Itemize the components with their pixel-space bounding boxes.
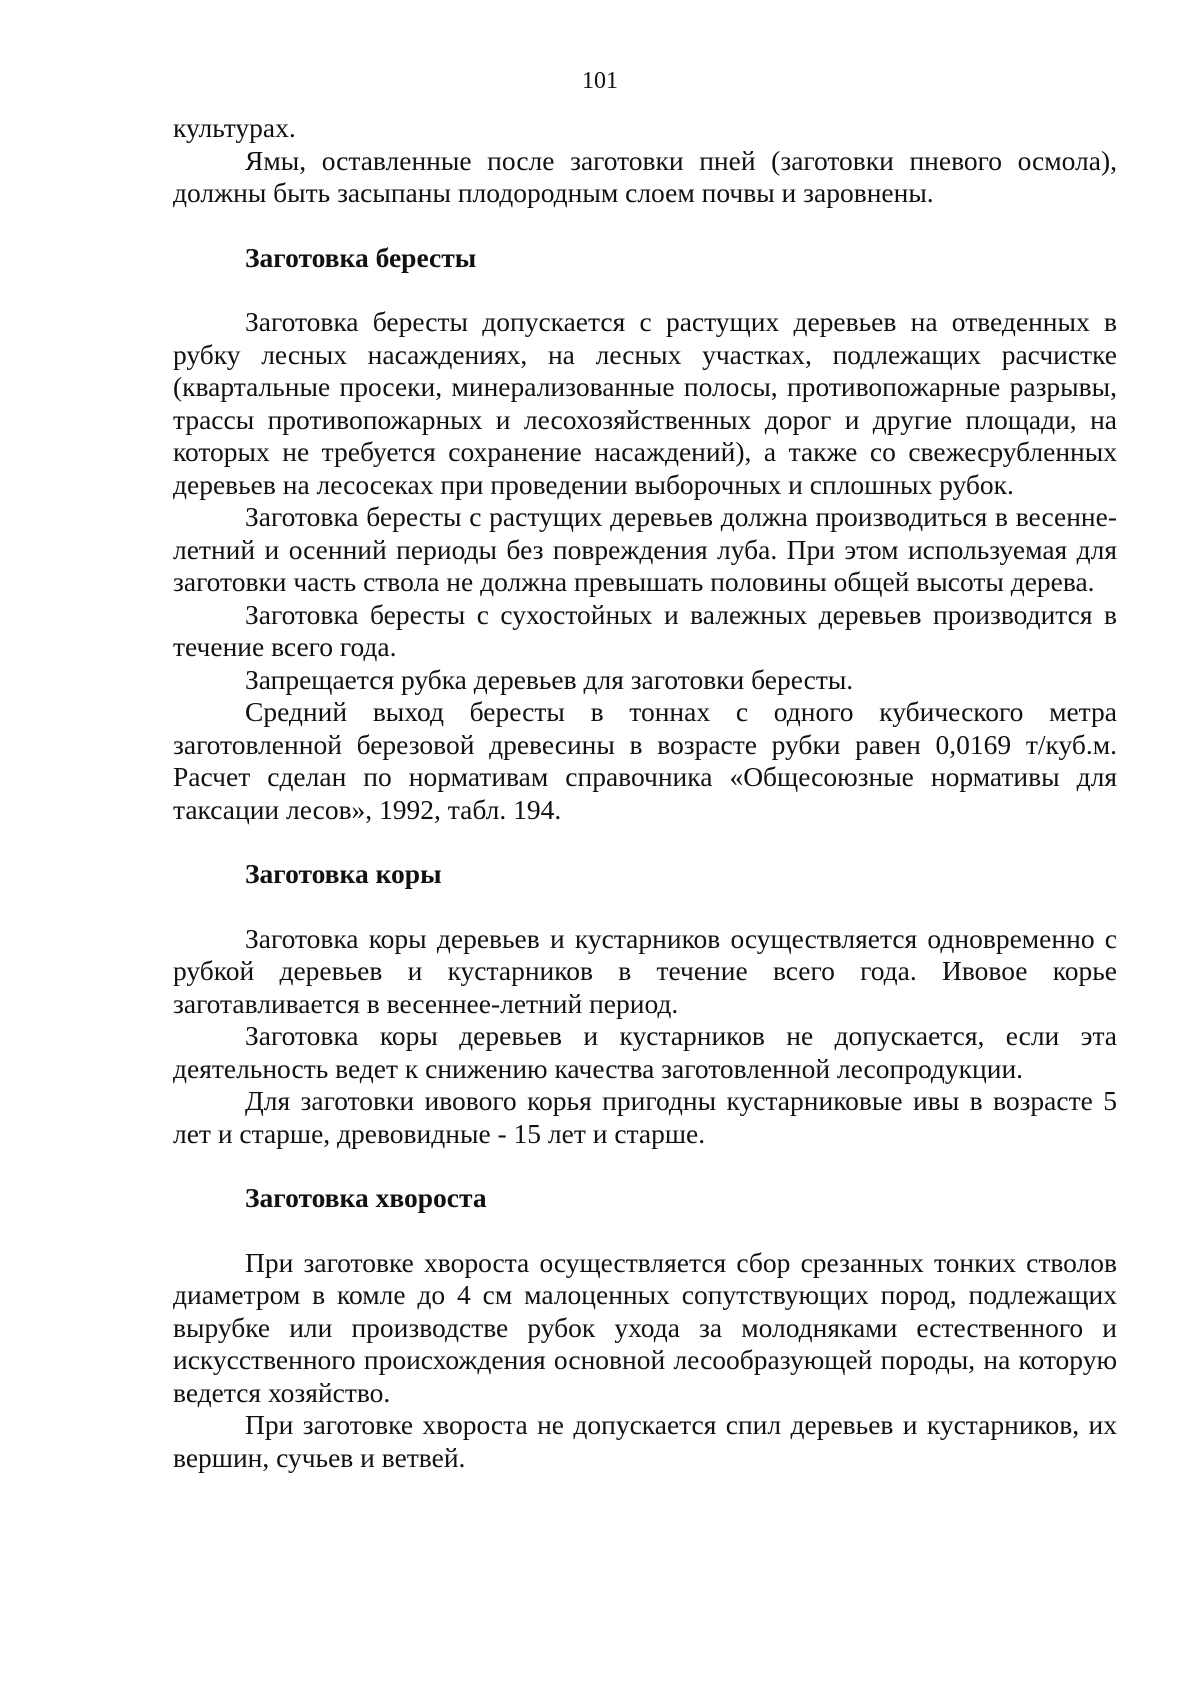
paragraph: Для заготовки ивового корья пригодны кустарниковые ивы в возрасте 5 лет и старше, древовидные - 15 лет и старше. [173,1085,1117,1149]
paragraph: Средний выход бересты в тоннах с одного кубического метра заготовленной березовой древесины в возрасте рубки равен 0,0169 т/куб.м. Расчет сделан по нормативам справочника «Общесоюзные нормативы для таксации лесов», 1992, табл. 194. [173,696,1117,825]
paragraph: Запрещается рубка деревьев для заготовки бересты. [245,663,854,695]
paragraph: Заготовка коры деревьев и кустарников осуществляется одновременно с рубкой деревьев и кустарников в течение всего года. Ивовое корье заготавливается в весеннее-летний период. [173,922,1117,1019]
paragraph: При заготовке хвороста осуществляется сбор срезанных тонких стволов диаметром в комле до 4 см малоценных сопутствующих пород, подлежащих вырубке или производстве рубок ухода за молодняками естественного и искусственного происхождения основной лесообразующей породы, на которую ведется хозяйство. [173,1246,1117,1408]
section-heading-bark-birch: Заготовка бересты [245,241,477,273]
paragraph: Заготовка бересты с растущих деревьев должна производиться в весенне-летний и осенний периоды без повреждения луба. При этом используемая для заготовки часть ствола не должна превышать половины общей высоты дерева. [173,501,1117,597]
section-heading-bark: Заготовка коры [245,858,442,889]
paragraph: Заготовка коры деревьев и кустарников не допускается, если эта деятельность ведет к снижению качества заготовленной лесопродукции. [173,1020,1117,1084]
page-number: 101 [582,68,618,94]
document-body [173,112,1117,1474]
paragraph: Заготовка бересты допускается с растущих деревьев на отведенных в рубку лесных насаждениях, на лесных участках, подлежащих расчистке (квартальные просеки, минерализованные полосы, противопожарные разрывы, трассы противопожарных и лесохозяйственных дорог и другие площади, на которых не требуется сохранение насаждений), а также со свежесрубленных деревьев на лесосеках при проведении выборочных и сплошных рубок. [173,306,1117,500]
paragraph: При заготовке хвороста не допускается спил деревьев и кустарников, их вершин, сучьев и ветвей. [173,1409,1117,1473]
section-heading-brushwood: Заготовка хвороста [245,1182,487,1213]
paragraph: Заготовка бересты с сухостойных и валежных деревьев производится в течение всего года. [173,598,1117,662]
paragraph: Ямы, оставленные после заготовки пней (заготовки пневого осмола), должны быть засыпаны плодородным слоем почвы и заровнены. [173,144,1117,208]
paragraph: культурах. [173,112,296,143]
